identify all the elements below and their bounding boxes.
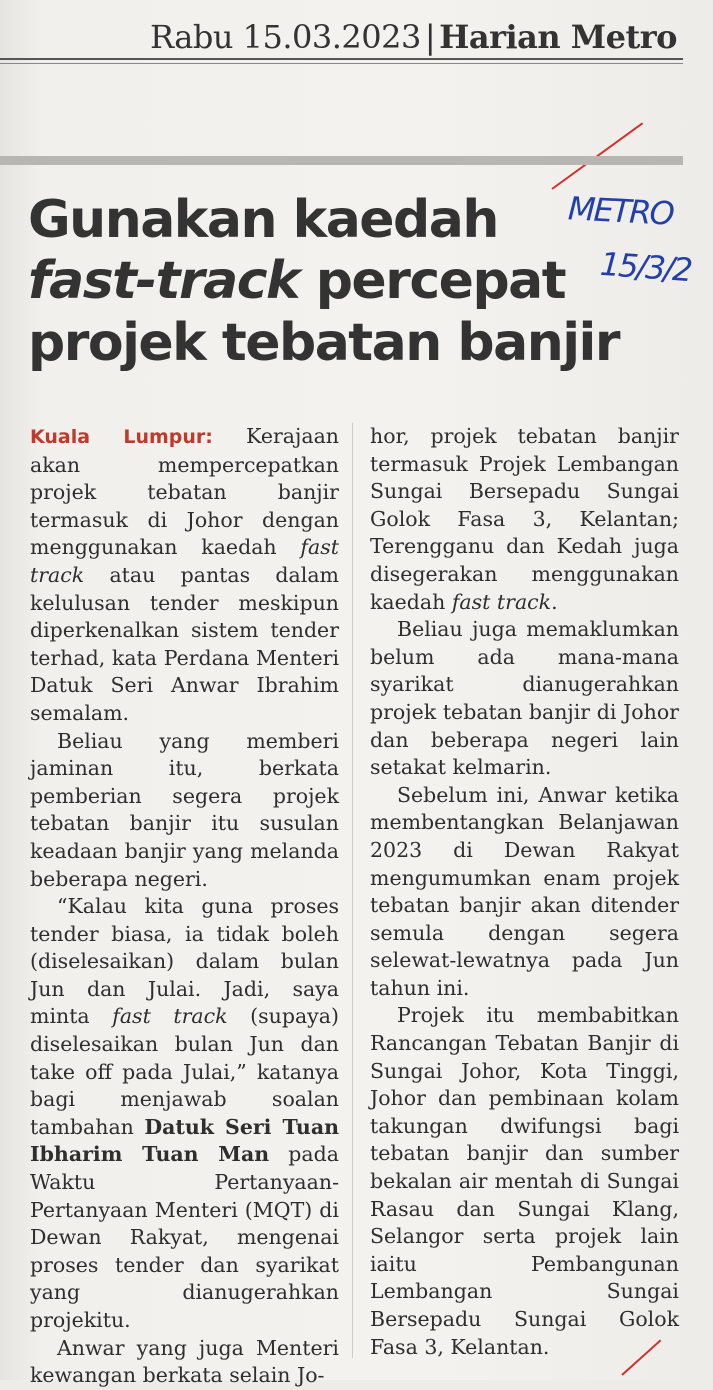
handwritten-note-publication: METRO: [567, 189, 674, 233]
paragraph: [30, 1335, 339, 1390]
paragraph-text: atau pantas dalam kelulusan tender meskipun diperkenalkan sistem tender terhad, kata Perdana Menteri Datuk Seri Anwar Ibrahim semalam.: [30, 562, 339, 725]
paragraph-text: pada Waktu Pertanyaan-Pertanyaan Menteri (MQT) di Dewan Rakyat, mengenai proses tender dan syarikat yang dianugerahkan projekitu.: [30, 1142, 339, 1332]
paragraph-italic: fast track: [112, 1004, 228, 1029]
headline-line-2-rest: percepat: [299, 251, 566, 312]
paragraph-italic: fast track: [451, 589, 552, 614]
headline-rule: [0, 156, 683, 165]
paragraph: [30, 728, 339, 894]
paragraph-text: Projek itu membabitkan Rancangan Tebatan Banjir di Sungai Johor, Kota Tinggi, Johor dan pembinaan kolam takungan dwifungsi bagi tebatan banjir dan sumber bekalan air mentah di Sungai Rasau dan Sungai Klang, Selangor serta projek lain iaitu Pembangunan Lembangan Sungai Bersepadu Sungai Golok Fasa 3, Kelantan.: [370, 1003, 679, 1359]
paragraph: [370, 423, 679, 616]
column-divider: [352, 423, 353, 1358]
paragraph-bold-name: Datuk Seri Tuan Ibharim Tuan Man: [30, 1114, 340, 1167]
paragraph-text: Beliau juga memaklumkan belum ada mana-mana syarikat dianugerahkan projek tebatan banjir di Johor dan beberapa negeri lain setakat kelmarin.: [370, 617, 679, 780]
paragraph-text: .: [551, 589, 558, 614]
article-column-1: [30, 423, 339, 1390]
masthead-rule-thin: [0, 63, 683, 64]
handwritten-note-date: 15/3/2: [598, 244, 693, 290]
headline-line-3: projek tebatan banjir: [28, 312, 620, 373]
paragraph-text: hor, projek tebatan banjir termasuk Projek Lembangan Sungai Bersepadu Sungai Golok Fasa 3, Kelantan; Terengganu dan Kedah juga disegerakan menggunakan kaedah: [370, 424, 679, 614]
headline-italic: fast-track: [28, 251, 300, 312]
paragraph-text: “Kalau kita guna proses tender biasa, ia tidak boleh (diselesaikan) dalam bulan Jun dan Julai. Jadi, saya minta: [30, 894, 339, 1029]
paragraph: [370, 616, 679, 782]
article-column-2: [370, 423, 679, 1361]
paragraph-text: Sebelum ini, Anwar ketika membentangkan Belanjawan 2023 di Dewan Rakyat mengumumkan enam projek tebatan banjir akan ditender semula dengan segera selewat-lewatnya pada Jun tahun ini.: [370, 782, 679, 1000]
headline-line-1: Gunakan kaedah: [28, 190, 498, 250]
paragraph: [30, 423, 339, 728]
paragraph-italic: fast track: [30, 535, 339, 587]
publication-date: Rabu 15.03.2023: [149, 18, 421, 56]
paragraph-text: Anwar yang juga Menteri kewangan berkata selain Jo-: [30, 1335, 339, 1388]
masthead-separator: |: [424, 18, 436, 56]
paragraph: [30, 893, 339, 1335]
publication-name: Harian Metro: [439, 18, 677, 56]
headline-line-2: [28, 251, 668, 312]
masthead-rule: [0, 58, 683, 60]
paragraph-text: Kerajaan akan mempercepatkan projek tebatan banjir termasuk di Johor dengan menggunakan kaedah: [30, 424, 339, 560]
paragraph: [370, 782, 679, 1003]
masthead: [150, 18, 677, 56]
paragraph: [370, 1002, 679, 1361]
dateline: Kuala Lumpur:: [30, 426, 213, 448]
paragraph-text: Beliau yang memberi jaminan itu, berkata pemberian segera projek tebatan banjir itu susulan keadaan banjir yang melanda beberapa negeri.: [30, 728, 339, 891]
paragraph-text: (supaya) diselesaikan bulan Jun dan take off pada Julai,” katanya bagi menjawab soalan tambahan: [30, 1004, 339, 1139]
